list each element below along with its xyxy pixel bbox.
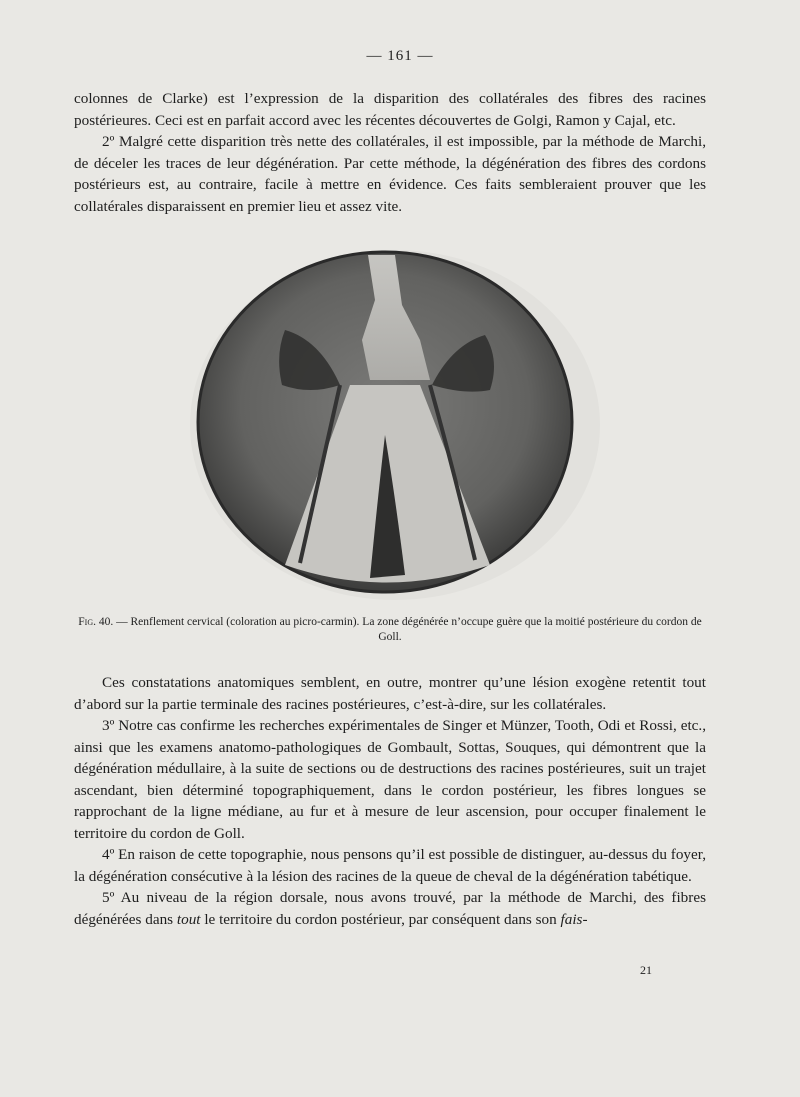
paragraph: Ces constatations anatomiques semblent, en outre, montrer qu’une lésion exogène retentit tout d’abord sur la partie terminale des racines postérieures, c’est-à-dire, sur les collatérales. bbox=[74, 674, 706, 713]
paragraph: 2º Malgré cette disparition très nette des collatérales, il est impossible, par la méthode de Marchi, de déceler les traces de leur dégénération. Par cette méthode, la dégénération des fibres des cordons postérieurs est, au contraire, facile à mettre en évidence. Ces faits sembleraient prouver que les collatérales disparaissent en premier lieu et assez vite. bbox=[74, 133, 706, 215]
figure-label: Fig. 40. bbox=[78, 616, 114, 628]
caption-text: — Renflement cervical (coloration au picro-carmin). La zone dégénérée n’occupe guère que la moitié postérieure du cordon de Goll. bbox=[116, 616, 702, 643]
paragraph: 4º En raison de cette topographie, nous pensons qu’il est possible de distinguer, au-dessus du foyer, la dégénération consécutive à la lésion des racines de la queue de cheval de la dégénération tabétique. bbox=[74, 846, 706, 885]
paragraph bbox=[74, 887, 706, 930]
emphasis: fais- bbox=[560, 910, 588, 928]
paragraph: colonnes de Clarke) est l’expression de la disparition des collatérales des fibres des racines postérieures. Ceci est en parfait accord avec les récentes découvertes de Golgi, Ramon y Cajal, etc. bbox=[74, 90, 706, 129]
bottom-text-block bbox=[74, 672, 706, 930]
text-run: 5º Au niveau de la région dorsale, nous avons trouvé, par la méthode de Marchi, des fibres dégénérées dans bbox=[74, 889, 706, 928]
emphasis: tout bbox=[176, 910, 201, 928]
top-text-block bbox=[74, 88, 706, 217]
page-number: — 161 — bbox=[366, 48, 434, 64]
spinal-cord-section-figure bbox=[190, 245, 610, 605]
text-run: le territoire du cordon postérieur, par conséquent dans son bbox=[200, 910, 561, 928]
spinal-cord-illustration bbox=[190, 245, 610, 605]
figure-caption bbox=[74, 615, 706, 645]
signature-mark: 21 bbox=[640, 963, 652, 977]
paragraph: 3º Notre cas confirme les recherches expérimentales de Singer et Münzer, Tooth, Odi et Rossi, etc., ainsi que les examens anatomo-pathologiques de Gombault, Sottas, Souques, qui démontrent que la dégénération médullaire, à la suite de sections ou de destructions des racines postérieures, suit un trajet ascendant, bien déterminé topographiquement, dans le cordon postérieur, les fibres longues se rapprochant de la ligne médiane, au fur et à mesure de leur ascension, pour occuper finalement le territoire du cordon de Goll. bbox=[74, 717, 706, 842]
